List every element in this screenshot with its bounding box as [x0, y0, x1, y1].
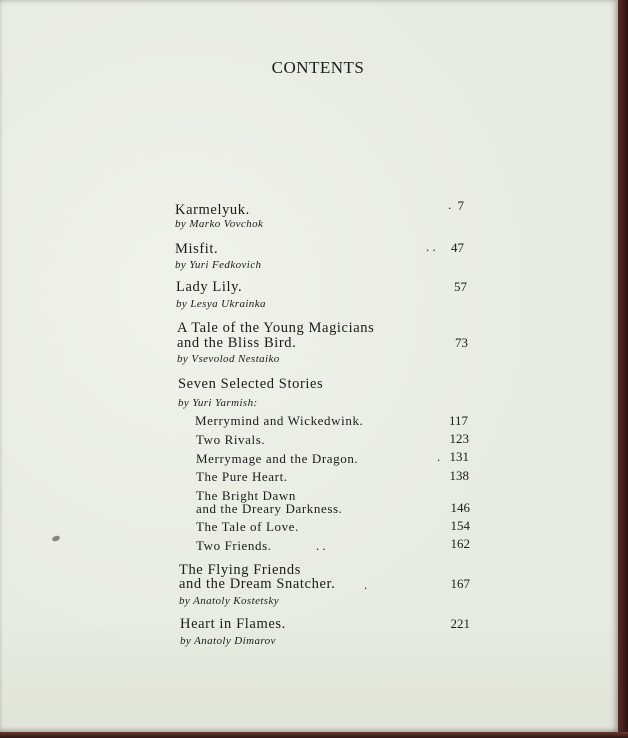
entry-title-young-magicians-line1: A Tale of the Young Magicians	[177, 320, 375, 336]
leader-dots: . .	[426, 239, 436, 254]
story-title-merrymind: Merrymind and Wickedwink.	[195, 413, 364, 428]
entry-author-flying-friends: by Anatoly Kostetsky	[179, 595, 280, 607]
page-number-young-magicians: 73	[455, 335, 468, 350]
entry-title-flying-friends-line1: The Flying Friends	[179, 562, 301, 578]
entry-title-flying-friends-line2: and the Dream Snatcher.	[179, 576, 336, 592]
story-title-bright-dawn-line2: and the Dreary Darkness.	[196, 501, 343, 516]
story-title-merrymage: Merrymage and the Dragon.	[196, 451, 359, 466]
ink-smudge	[51, 535, 60, 542]
page-number-misfit: 47	[451, 240, 464, 255]
entry-author-lady-lily: by Lesya Ukrainka	[176, 298, 266, 310]
entry-title-heart-in-flames: Heart in Flames.	[180, 616, 286, 632]
story-title-pure-heart: The Pure Heart.	[196, 469, 288, 484]
page-number-merrymage: 131	[449, 449, 469, 464]
entry-author-misfit: by Yuri Fedkovich	[175, 259, 262, 271]
page-number-karmelyuk: 7	[457, 198, 464, 213]
page-edge-right	[618, 0, 628, 738]
leader-dots: . .	[316, 538, 326, 553]
story-title-bright-dawn-line1: The Bright Dawn	[196, 488, 296, 503]
entry-title-karmelyuk: Karmelyuk.	[175, 202, 250, 218]
page-number-flying-friends: 167	[450, 576, 470, 591]
contents-heading: CONTENTS	[271, 58, 365, 77]
entry-title-misfit: Misfit.	[175, 241, 219, 257]
page-number-two-friends: 162	[450, 536, 470, 551]
leader-dots: .	[448, 197, 452, 212]
page-number-pure-heart: 138	[449, 468, 469, 483]
story-title-two-friends: Two Friends.	[196, 538, 272, 553]
page-number-bright-dawn: 146	[450, 500, 470, 515]
entry-author-karmelyuk: by Marko Vovchok	[175, 218, 264, 230]
page-number-merrymind: 117	[448, 413, 468, 428]
page-number-lady-lily: 57	[454, 279, 467, 294]
entry-title-seven-stories: Seven Selected Stories	[178, 376, 324, 392]
page-number-heart-in-flames: 221	[450, 616, 470, 631]
entry-author-heart-in-flames: by Anatoly Dimarov	[180, 635, 276, 647]
page-number-tale-of-love: 154	[450, 518, 470, 533]
entry-author-seven-stories: by Yuri Yarmish:	[178, 397, 258, 409]
page-number-two-rivals: 123	[449, 431, 469, 446]
entry-author-young-magicians: by Vsevolod Nestaiko	[177, 353, 280, 365]
story-title-two-rivals: Two Rivals.	[196, 432, 266, 447]
leader-dots: .	[437, 449, 441, 464]
story-title-tale-of-love: The Tale of Love.	[196, 519, 299, 534]
page-edge-bottom	[0, 732, 628, 738]
entry-title-young-magicians-line2: and the Bliss Bird.	[177, 335, 297, 351]
entry-title-lady-lily: Lady Lily.	[176, 279, 243, 295]
leader-dots: .	[364, 577, 368, 592]
